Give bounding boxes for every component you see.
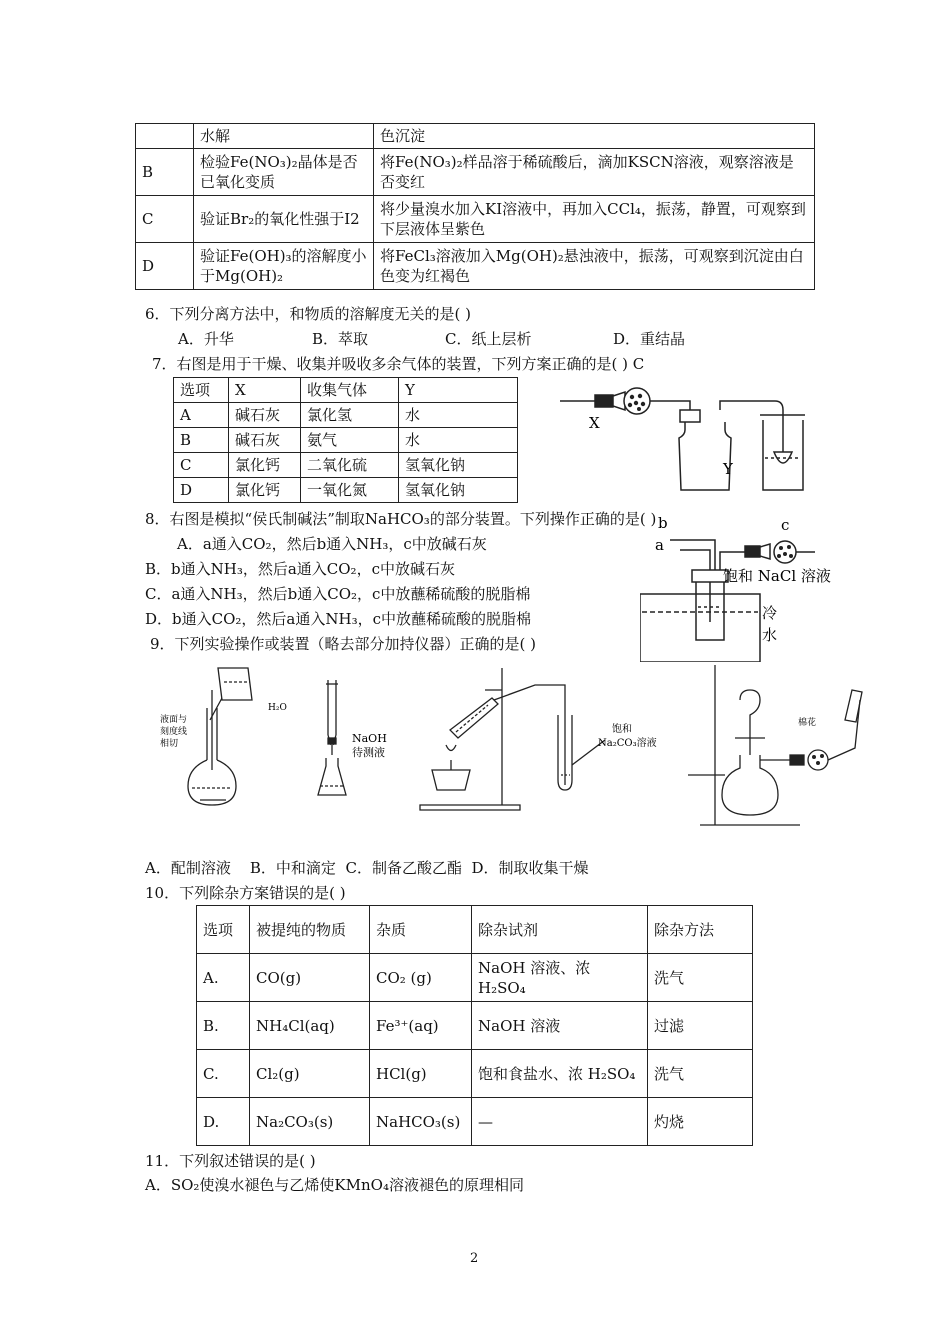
table-row: D 氯化钙 一氧化氮 氢氧化钠	[174, 478, 518, 503]
q11-stem: 11．下列叙述错误的是( )	[145, 1152, 316, 1170]
q11-option-a: A．SO₂使溴水褪色与乙烯使KMnO₄溶液褪色的原理相同	[145, 1176, 524, 1194]
fig-label-c: c	[781, 516, 790, 534]
table-row: 水解 色沉淀	[136, 124, 815, 149]
fig-label-level-3: 相切	[160, 739, 179, 749]
q6-stem: 6．下列分离方法中，和物质的溶解度无关的是( )	[145, 305, 472, 323]
q10-stem: 10．下列除杂方案错误的是( )	[145, 884, 346, 902]
q5-table	[135, 123, 815, 290]
fig-label-level-2: 刻度线	[160, 727, 188, 737]
fig-label-naoh-1: NaOH	[352, 732, 387, 745]
table-row: D. Na₂CO₃(s) NaHCO₃(s) — 灼烧	[197, 1098, 753, 1146]
table-row: B 碱石灰 氨气 水	[174, 428, 518, 453]
fig-label-nacl: 饱和 NaCl 溶液	[723, 567, 831, 585]
fig-label-y: Y	[723, 460, 733, 478]
fig-label-level-1: 液面与	[160, 715, 188, 725]
q6-option-c: C．纸上层析	[445, 330, 532, 348]
q9-stem: 9．下列实验操作或装置（略去部分加持仪器）正确的是( )	[150, 635, 537, 653]
q6-option-a: A．升华	[178, 330, 234, 348]
fig-label-saturated-2: Na₂CO₃溶液	[598, 738, 657, 749]
q8-stem: 8．右图是模拟“侯氏制碱法”制取NaHCO₃的部分装置。下列操作正确的是( )	[145, 510, 657, 528]
table-row: B. NH₄Cl(aq) Fe³⁺(aq) NaOH 溶液 过滤	[197, 1002, 753, 1050]
q9-options: A．配制溶液 B．中和滴定 C．制备乙酸乙酯 D．制取收集干燥	[145, 859, 589, 877]
table-row: C 验证Br₂的氧化性强于I2 将少量溴水加入KI溶液中，再加入CCl₄，振荡，静置，可观察到下层液体呈紫色	[136, 196, 815, 243]
fig-label-b: b	[658, 514, 668, 532]
fig-label-naoh-2: 待测液	[352, 746, 385, 759]
q9-apparatus-figure	[140, 660, 870, 840]
table-row: C. Cl₂(g) HCl(g) 饱和食盐水、浓 H₂SO₄ 洗气	[197, 1050, 753, 1098]
table-row: D 验证Fe(OH)₃的溶解度小于Mg(OH)₂ 将FeCl₃溶液加入Mg(OH)₂悬浊液中，振荡，可观察到沉淀由白色变为红褐色	[136, 243, 815, 290]
q10-table	[196, 905, 753, 1146]
table-row: A 碱石灰 氯化氢 水	[174, 403, 518, 428]
q8-option-b: B．b通入NH₃，然后a通入CO₂，c中放碱石灰	[145, 560, 455, 578]
q6-option-d: D．重结晶	[613, 330, 686, 348]
fig-label-saturated-1: 饱和	[612, 724, 632, 735]
q7-apparatus-figure	[555, 380, 815, 500]
fig-label-a: a	[655, 536, 664, 554]
fig-label-water: H₂O	[268, 703, 287, 713]
q8-apparatus-figure	[640, 512, 840, 662]
fig-label-cold-1: 冷	[762, 604, 778, 622]
fig-label-cold-2: 水	[762, 626, 778, 644]
table-row: A. CO(g) CO₂ (g) NaOH 溶液、浓 H₂SO₄ 洗气	[197, 954, 753, 1002]
table-row: C 氯化钙 二氧化硫 氢氧化钠	[174, 453, 518, 478]
q8-option-a: A．a通入CO₂，然后b通入NH₃，c中放碱石灰	[177, 535, 487, 553]
fig-label-cotton: 棉花	[798, 718, 817, 728]
table-row: 选项 被提纯的物质 杂质 除杂试剂 除杂方法	[197, 906, 753, 954]
table-row: 选项 X 收集气体 Y	[174, 378, 518, 403]
q8-option-c: C．a通入NH₃，然后b通入CO₂，c中放蘸稀硫酸的脱脂棉	[145, 585, 531, 603]
q6-option-b: B．萃取	[312, 330, 369, 348]
fig-label-x: X	[589, 414, 600, 432]
q7-table	[173, 377, 518, 503]
table-row: B 检验Fe(NO₃)₂晶体是否已氧化变质 将Fe(NO₃)₂样品溶于稀硫酸后，滴加KSCN溶液，观察溶液是否变红	[136, 149, 815, 196]
q7-stem: 7．右图是用于干燥、收集并吸收多余气体的装置，下列方案正确的是( ) C	[152, 355, 645, 373]
page-number: 2	[470, 1251, 479, 1266]
q8-option-d: D．b通入CO₂，然后a通入NH₃，c中放蘸稀硫酸的脱脂棉	[145, 610, 531, 628]
